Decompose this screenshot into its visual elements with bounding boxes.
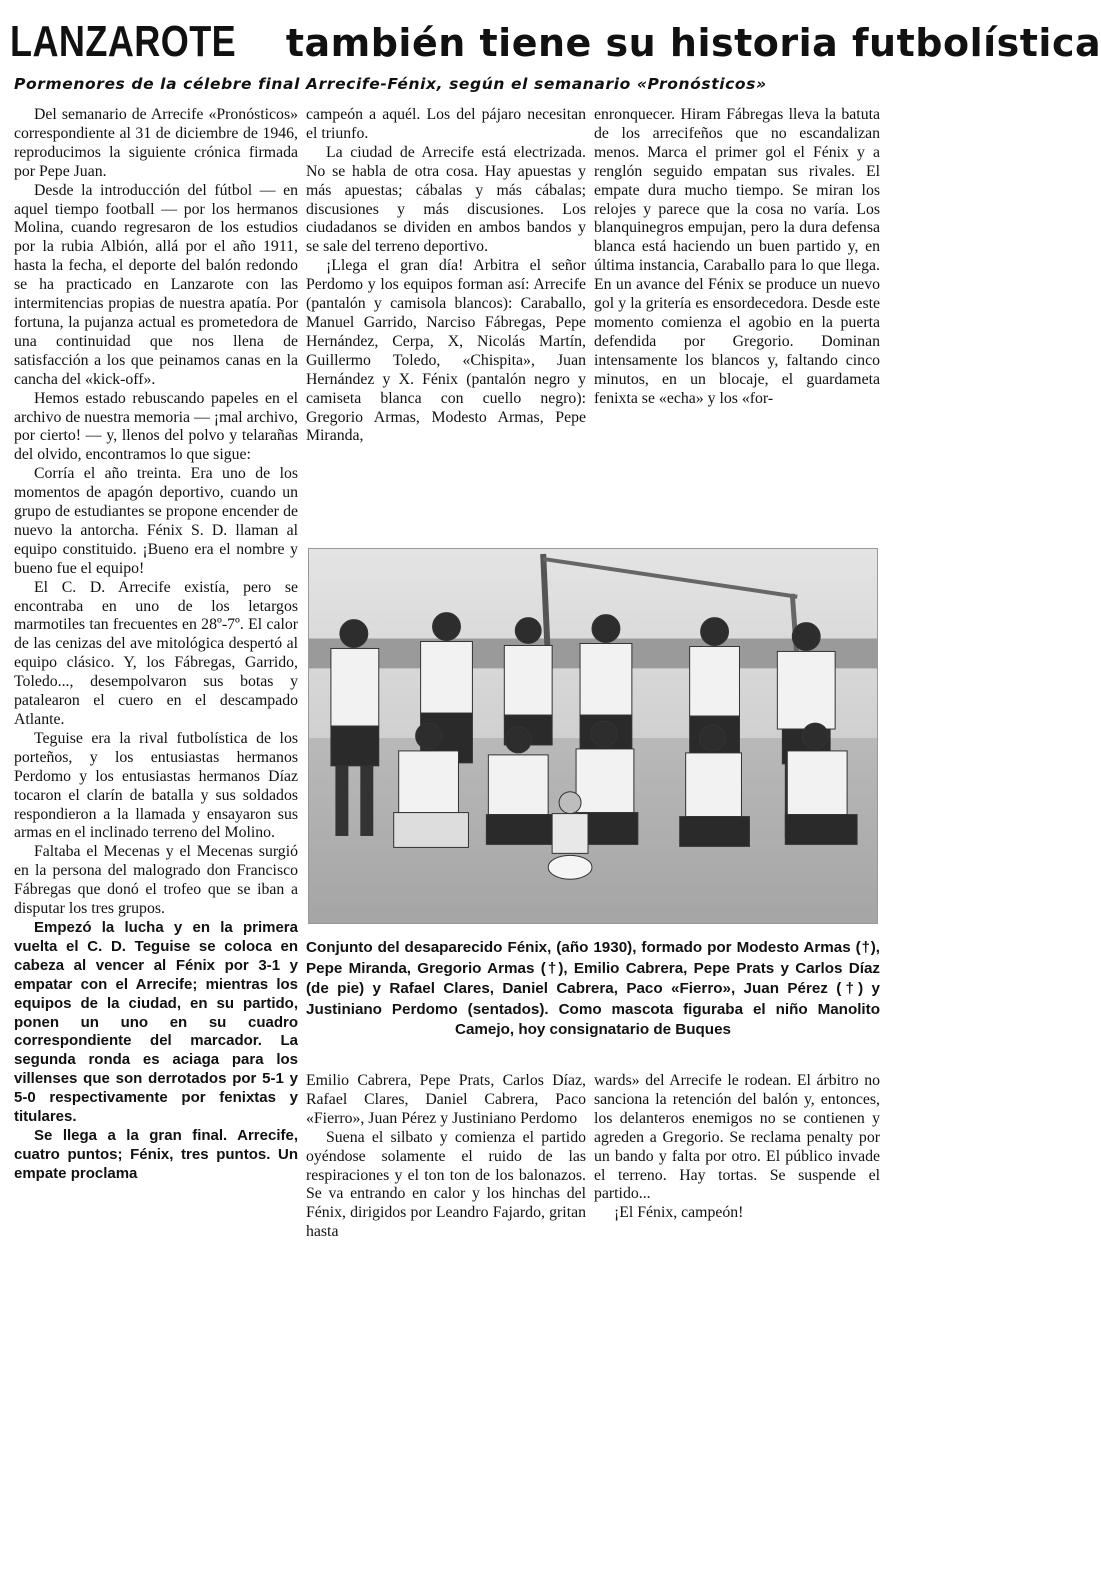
text-column-2 <box>306 106 586 536</box>
paragraph: Corría el año treinta. Era uno de los momentos de apagón deportivo, cuando un grupo de estudiantes se propone encender de nuevo la antorcha. Fénix S. D. llaman al equipo constituido. ¡Bueno era el nombre y bueno fue el equipo! <box>14 465 298 577</box>
text-column-3 <box>594 106 880 536</box>
paragraph: El C. D. Arrecife existía, pero se encontraba en uno de los letargos marmotiles tan frecuentes en 28º-7º. El calor de las cenizas del ave mitológica despertó al equipo clásico. Y, los Fábregas, Garrido, Toledo..., desempolvaron sus botas y patalearon el cuero en el descampado Atlante. <box>14 578 298 728</box>
paragraph: Desde la introducción del fútbol — en aquel tiempo football — por los hermanos Molina, cuando regresaron de los estudios por la rubia Albión, allá por el año 1911, hasta la fecha, el deporte del balón redondo se ha practicado en Lanzarote con las intermitencias propias de nuestra apatía. Por fortuna, la pujanza actual es prometedora de una continuidad que nos llena de satisfacción a los que peinamos canas en la cancha del «kick-off». <box>14 181 298 388</box>
paragraph: Suena el silbato y comienza el partido oyéndose solamente el ruido de las respiraciones y el ton ton de los balonazos. Se va entrando en calor y los hinchas del Fénix, dirigidos por Leandro Fajardo, gritan hasta <box>306 1128 586 1241</box>
paragraph: Del semanario de Arrecife «Pronósticos» correspondiente al 31 de diciembre de 1946, reproducimos la siguiente crónica firmada por Pepe Juan. <box>14 106 298 180</box>
paragraph: Teguise era la rival futbolística de los porteños, y los entusiastas hermanos Perdomo y los entusiastas hermanos Díaz tocaron el clarín de batalla y sus soldados respondieron a la llamada y ensayaron sus armas en el inclinado terreno del Molino. <box>14 729 298 842</box>
team-photo-image <box>309 549 877 923</box>
bold-paragraph: Se llega a la gran final. Arrecife, cuatro puntos; Fénix, tres puntos. Un empate proclama <box>14 1126 298 1182</box>
bold-paragraph: Empezó la lucha y en la primera vuelta el C. D. Teguise se coloca en cabeza al vencer al Fénix por 3-1 y empatar con el Arrecife; mientras los equipos de la ciudad, en su partido, ponen un uno en su cuadro correspondiente del marcador. La segunda ronda es aciaga para los villenses que son derrotados por 5-1 y 5-0 respectivamente por fenixtas y titulares. <box>14 918 298 1126</box>
paragraph: Hemos estado rebuscando papeles en el archivo de nuestra memoria — ¡mal archivo, por cierto! — y, llenos del polvo y telarañas del olvido, encontramos lo que sigue: <box>14 389 298 464</box>
article-subheadline: Pormenores de la célebre final Arrecife-Fénix, según el semanario «Pronósticos» <box>14 75 767 93</box>
text-column-2-lower <box>306 1072 586 1282</box>
text-column-3-lower <box>594 1072 880 1282</box>
text-column-1 <box>14 106 298 1580</box>
paragraph: enronquecer. Hiram Fábregas lleva la batuta de los arrecifeños que no escandalizan menos. Marca el primer gol el Fénix y a renglón seguido empatan sus rivales. El empate dura mucho tiempo. Se miran los relojes y parece que la cosa no varía. Los blanquinegros empujan, pero la dura defensa blanca está haciendo un buen partido y, en última instancia, Caraballo para lo que llega. En un avance del Fénix se produce un nuevo gol y la gritería es ensordecedora. Desde este momento comienza el agobio en la puerta defendida por Gregorio. Dominan intensamente los blancos y, faltando cinco minutos, en un blocaje, el guardameta fenixta se «echa» y los «for- <box>594 106 880 407</box>
paragraph: Emilio Cabrera, Pepe Prats, Carlos Díaz, Rafael Clares, Daniel Cabrera, Paco «Fierro», Juan Pérez y Justiniano Perdomo <box>306 1072 586 1127</box>
article-headline <box>10 14 1101 70</box>
headline-rest: también tiene su historia futbolística <box>285 21 1101 65</box>
paragraph: La ciudad de Arrecife está electrizada. No se habla de otra cosa. Hay apuestas y más apuestas; cábalas y más cábalas; discusiones y más discusiones. Los ciudadanos se dividen en ambos bandos y se sale del terreno deportivo. <box>306 143 586 256</box>
paragraph: ¡Llega el gran día! Arbitra el señor Perdomo y los equipos forman así: Arrecife (pantalón y camisola blancos): Caraballo, Manuel Garrido, Narciso Fábregas, Pepe Hernández, Cerpa, X, Nicolás Martín, Guillermo Toledo, «Chispita», Juan Hernández y X. Fénix (pantalón negro y camiseta blanca con cuello negro): Gregorio Armas, Modesto Armas, Pepe Miranda, <box>306 257 586 445</box>
paragraph: campeón a aquél. Los del pájaro necesitan el triunfo. <box>306 106 586 142</box>
paragraph: Faltaba el Mecenas y el Mecenas surgió en la persona del malogrado don Francisco Fábregas que donó el trofeo que se iban a disputar los tres grupos. <box>14 843 298 918</box>
paragraph: ¡El Fénix, campeón! <box>614 1204 744 1222</box>
team-photo <box>308 548 878 924</box>
headline-lead: LANZAROTE <box>10 17 237 66</box>
paragraph: wards» del Arrecife le rodean. El árbitro no sanciona la retención del balón y, entonces, los delanteros enemigos no se contienen y agreden a Gregorio. Se reclama penalty por un bando y falta por otro. El público invade el terreno. Hay tortas. Se suspende el partido... <box>594 1072 880 1203</box>
photo-caption: Conjunto del desaparecido Fénix, (año 1930), formado por Modesto Armas (†), Pepe Miranda, Gregorio Armas (†), Emilio Cabrera, Pepe Prats y Carlos Díaz (de pie) y Rafael Clares, Daniel Cabrera, Paco «Fierro», Juan Pérez (†) y Justiniano Perdomo (sentados). Como mascota figuraba el niño Manolito Camejo, hoy consignatario de Buques <box>306 939 880 1038</box>
